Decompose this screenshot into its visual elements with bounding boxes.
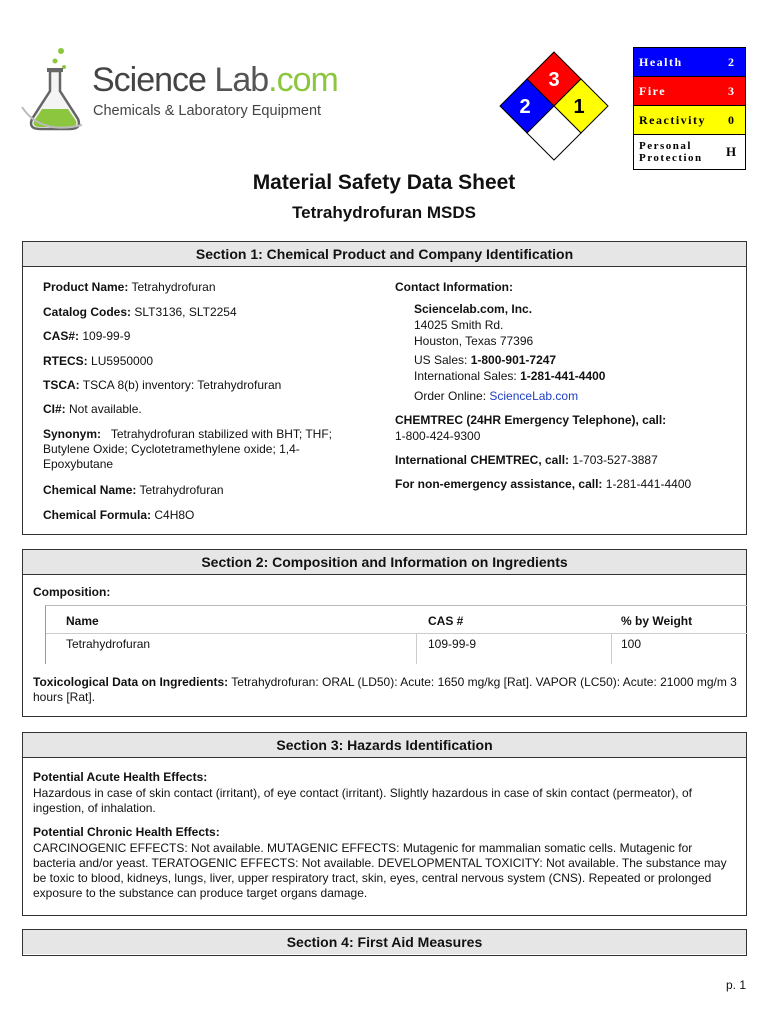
acute-effects-label: Potential Acute Health Effects:	[33, 770, 208, 784]
cas-label: CAS#:	[43, 329, 80, 343]
toxicological-data-text: Tetrahydrofuran: ORAL (LD50): Acute: 1650 mg/kg [Rat]. VAPOR (LC50): Acute: 21000 mg/m 3 hours [Rat].	[33, 675, 737, 704]
column-header-weight: % by Weight	[621, 614, 693, 628]
intl-chemtrec-label: International CHEMTREC, call:	[395, 453, 570, 467]
hmis-rating-table	[633, 47, 746, 170]
catalog-codes-label: Catalog Codes:	[43, 305, 132, 319]
product-name-label: Product Name:	[43, 280, 129, 294]
chemical-formula-value: C4H8O	[154, 508, 195, 522]
hmis-reactivity-value: 0	[728, 112, 734, 127]
hmis-reactivity-label: Reactivity	[639, 112, 706, 127]
cas-value: 109-99-9	[82, 329, 131, 343]
chemtrec-phone: 1-800-424-9300	[395, 429, 481, 443]
synonym-value: Tetrahydrofuran stabilized with BHT; THF; Butylene Oxide; Cyclotetramethylene oxide; 1,4-Epoxybutane	[43, 427, 333, 471]
order-online-link[interactable]: ScienceLab.com	[489, 389, 579, 403]
ci-label: CI#:	[43, 402, 66, 416]
intl-sales-phone: 1-281-441-4400	[520, 369, 606, 383]
order-online-label: Order Online:	[414, 389, 487, 403]
table-cell-weight: 100	[621, 637, 642, 651]
hmis-fire-label: Fire	[639, 83, 667, 98]
hmis-pp-label	[634, 140, 717, 164]
rtecs-value: LU5950000	[91, 354, 154, 368]
section-3	[22, 732, 747, 916]
company-address-line2: Houston, Texas 77396	[414, 334, 534, 348]
hmis-reactivity-row	[634, 106, 745, 135]
section-3-header: Section 3: Hazards Identification	[23, 733, 746, 758]
composition-table	[45, 605, 747, 664]
logo-tagline: Chemicals & Laboratory Equipment	[93, 103, 322, 119]
composition-label: Composition:	[33, 585, 111, 599]
hmis-personal-protection-row	[634, 135, 745, 169]
nfpa-reactivity-value: 1	[573, 96, 585, 118]
toxicological-data-label: Toxicological Data on Ingredients:	[33, 675, 229, 689]
toxicological-data	[33, 675, 738, 705]
intl-sales-label: International Sales:	[414, 369, 517, 383]
table-column-divider	[416, 633, 417, 664]
non-emergency-label: For non-emergency assistance, call:	[395, 477, 603, 491]
hmis-fire-value: 3	[728, 83, 734, 98]
page-number: p. 1	[725, 978, 746, 992]
company-name: Sciencelab.com, Inc.	[414, 302, 533, 316]
hmis-fire-row	[634, 77, 745, 106]
logo-word-lab: Lab	[214, 61, 269, 99]
logo-word-dotcom: .com	[268, 61, 338, 99]
hmis-health-label: Health	[639, 54, 683, 69]
table-cell-cas: 109-99-9	[428, 637, 477, 651]
logo-wordmark	[92, 61, 338, 100]
table-row-divider	[46, 633, 747, 634]
table-cell-name: Tetrahydrofuran	[66, 637, 151, 651]
hmis-health-row	[634, 48, 745, 77]
column-header-name: Name	[66, 614, 99, 628]
hmis-pp-label-line2: Protection	[639, 152, 703, 164]
us-sales-phone: 1-800-901-7247	[470, 353, 557, 367]
flask-icon	[20, 45, 90, 135]
table-column-divider	[611, 633, 612, 664]
document-title: Material Safety Data Sheet	[252, 171, 516, 194]
catalog-codes-value: SLT3136, SLT2254	[134, 305, 237, 319]
section-2-header: Section 2: Composition and Information on Ingredients	[23, 550, 746, 575]
nfpa-health-value: 2	[519, 96, 531, 118]
rtecs-label: RTECS:	[43, 354, 88, 368]
section-1	[22, 241, 747, 535]
nfpa-fire-value: 3	[548, 69, 560, 91]
chemical-formula-label: Chemical Formula:	[43, 508, 152, 522]
hmis-pp-label-line1: Personal	[639, 140, 692, 152]
nfpa-diamond	[499, 50, 609, 164]
hmis-health-value: 2	[728, 54, 734, 69]
section-2	[22, 549, 747, 717]
sciencelab-logo	[20, 45, 338, 135]
chemical-name-label: Chemical Name:	[43, 483, 137, 497]
synonym-label: Synonym:	[43, 427, 102, 441]
non-emergency-phone: 1-281-441-4400	[605, 477, 692, 491]
ci-value: Not available.	[69, 402, 142, 416]
company-address-line1: 14025 Smith Rd.	[414, 318, 504, 332]
section-4	[22, 929, 747, 956]
document-subtitle: Tetrahydrofuran MSDS	[292, 203, 476, 222]
tsca-value: TSCA 8(b) inventory: Tetrahydrofuran	[82, 378, 282, 392]
hmis-pp-value: H	[725, 144, 737, 159]
tsca-label: TSCA:	[43, 378, 80, 392]
logo-word-science: Science	[92, 61, 206, 99]
chemical-name-value: Tetrahydrofuran	[139, 483, 224, 497]
column-header-cas: CAS #	[428, 614, 464, 628]
us-sales-label: US Sales:	[414, 353, 468, 367]
chemtrec-label: CHEMTREC (24HR Emergency Telephone), call:	[395, 413, 667, 427]
intl-chemtrec-phone: 1-703-527-3887	[572, 453, 658, 467]
chronic-effects-label: Potential Chronic Health Effects:	[33, 825, 220, 839]
chronic-effects-text: CARCINOGENIC EFFECTS: Not available. MUTAGENIC EFFECTS: Mutagenic for mammalian somatic cells. Mutagenic for bacteria and/or yeast. TERATOGENIC EFFECTS: Not available. DEVELOPMENTAL TOXICITY: Not available. The substance may be toxic to blood, kidneys, lungs, liver, upper respiratory tract, skin, eyes, central nervous system (CNS). Repeated or prolonged exposure to the substance can produce target organs damage.	[33, 841, 727, 900]
section-1-header: Section 1: Chemical Product and Company Identification	[23, 242, 746, 267]
acute-effects-text: Hazardous in case of skin contact (irritant), of eye contact (irritant). Slightly hazardous in case of skin contact (permeator), of ingestion, of inhalation.	[33, 786, 692, 815]
contact-info-label: Contact Information:	[395, 280, 513, 294]
product-name-value: Tetrahydrofuran	[131, 280, 216, 294]
section-4-header: Section 4: First Aid Measures	[23, 930, 746, 954]
